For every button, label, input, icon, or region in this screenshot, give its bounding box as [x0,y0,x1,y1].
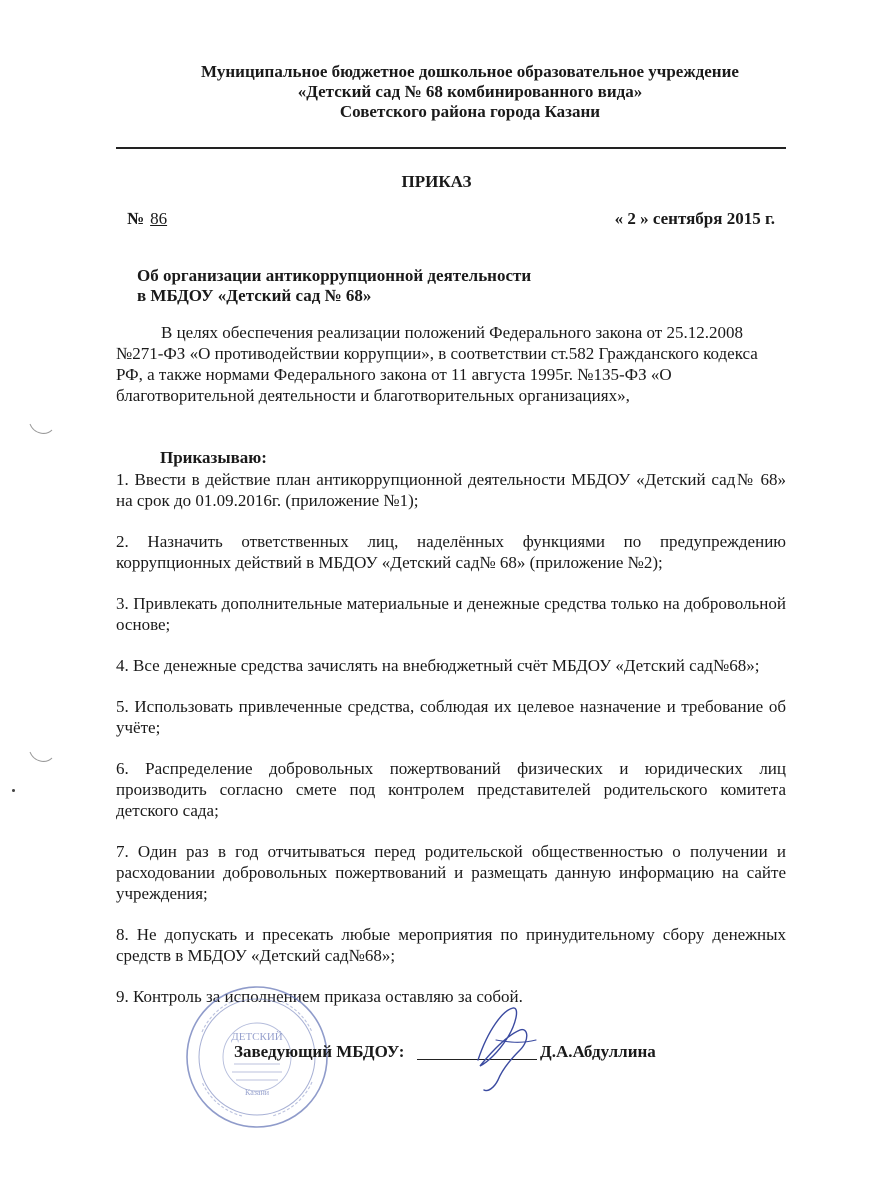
header-line-1: Муниципальное бюджетное дошкольное образовательное учреждение [201,62,739,81]
order-item-6: 6. Распределение добровольных пожертвований физических и юридических лиц производить согласно смете под контролем представителей родительского комитета детского сада; [116,759,786,820]
punch-hole-mark-icon [28,748,54,766]
order-number-label: № [127,209,145,228]
order-item-7: 7. Один раз в год отчитываться перед родительской общественностью о получении и расходовании добровольных пожертвований и размещать данную информацию на сайте учреждения; [116,842,786,903]
order-number-value: 86 [150,209,168,228]
stamp-text-center: ДЕТСКИЙ [231,1031,283,1043]
subject-line-1: Об организации антикоррупционной деятельности [137,266,532,285]
order-item-2: 2. Назначить ответственных лиц, наделённых функциями по предупреждению коррупционных действий в МБДОУ «Детский сад№ 68» (приложение №2); [116,532,786,572]
order-item-5: 5. Использовать привлеченные средства, соблюдая их целевое назначение и требование об учёте; [116,697,786,737]
header-line-3: Советского района города Казани [339,102,601,121]
signer-position: Заведующий МБДОУ: [234,1042,405,1061]
header-line-2: «Детский сад № 68 комбинированного вида» [297,82,643,101]
order-item-8: 8. Не допускать и пресекать любые мероприятия по принудительному сбору денежных средств в МБДОУ «Детский сад№68»; [116,925,786,965]
order-subject [137,266,531,306]
order-date: « 2 » сентября 2015 г. [614,209,775,228]
header-divider [116,147,786,149]
order-word: Приказываю: [160,448,267,467]
handwritten-signature-icon [458,1000,548,1095]
subject-line-2: в МБДОУ «Детский сад № 68» [137,286,372,305]
document-title: ПРИКАЗ [401,172,472,191]
preamble [116,322,786,406]
scan-speck [12,789,15,792]
organization-header [110,62,830,122]
order-number [127,209,167,229]
stamp-text-bottom: Казани [244,1088,270,1097]
order-item-9: 9. Контроль за исполнением приказа оставляю за собой. [116,987,523,1006]
order-item-1: 1. Ввести в действие план антикоррупционной деятельности МБДОУ «Детский сад№ 68» на срок до 01.09.2016г. (приложение №1); [116,470,786,510]
punch-hole-mark-icon [28,420,54,438]
preamble-text: В целях обеспечения реализации положений Федерального закона от 25.12.2008 №271-ФЗ «О противодействии коррупции», в соответствии ст.582 Гражданского кодекса РФ, а также нормами Федерального закона от 11 августа 1995г. №135-ФЗ «О благотворительной деятельности и благотворительных организациях», [116,323,758,405]
order-item-3: 3. Привлекать дополнительные материальные и денежные средства только на добровольной основе; [116,594,786,634]
order-item-4: 4. Все денежные средства зачислять на внебюджетный счёт МБДОУ «Детский сад№68»; [116,656,760,675]
signer-name: Д.А.Абдуллина [540,1042,656,1061]
order-items [116,469,786,1027]
